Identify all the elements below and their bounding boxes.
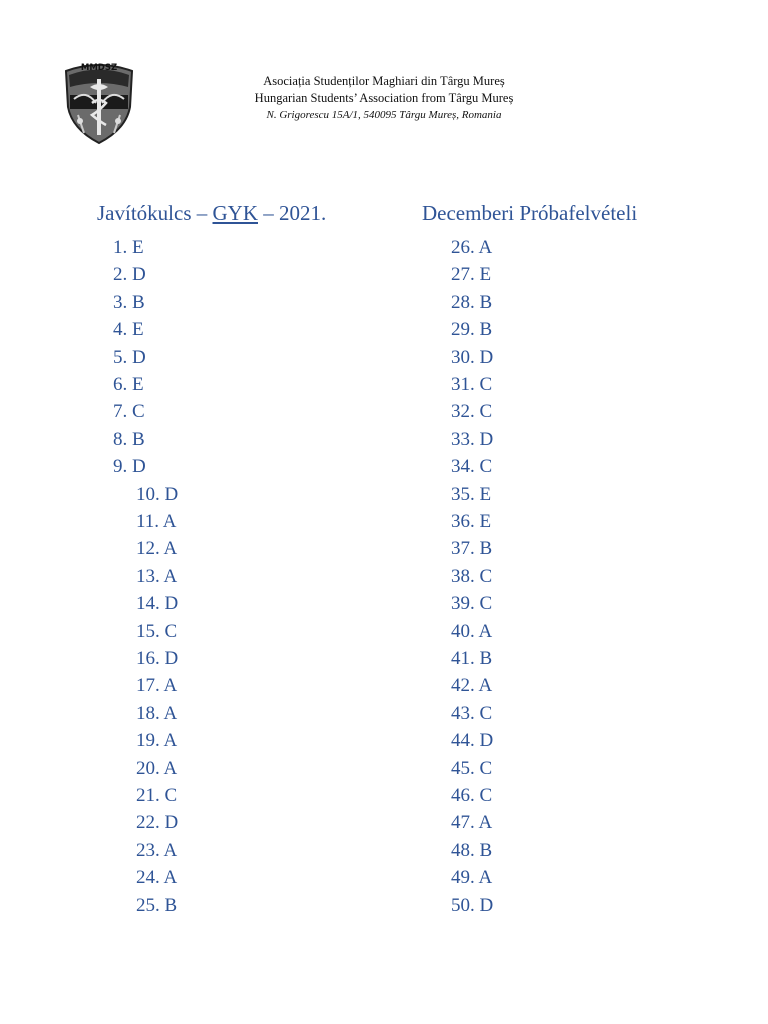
answer-letter: A [474,812,493,834]
right-column-answer [451,236,492,260]
question-number: 41. [451,648,475,669]
question-number: 33. [451,428,475,450]
question-number: 50. [451,894,475,916]
question-number: 38. [451,565,475,587]
right-column-answer [451,592,492,616]
left-column-answer [113,318,144,342]
question-number: 36. [451,511,475,532]
answer-letter: D [474,346,494,368]
answer-letter: B [474,291,493,313]
question-number: 29. [451,319,475,341]
right-column-answer [451,483,491,507]
right-column-answer [451,647,492,671]
question-number: 27. [451,264,475,286]
answer-letter: E [474,511,492,532]
right-column-answer [451,537,492,561]
answer-letter: C [474,456,493,478]
left-column-answer [113,400,145,424]
question-number: 3. [113,291,128,313]
answer-letter: B [474,648,493,669]
question-number: 28. [451,291,475,313]
answer-letter: A [474,620,493,642]
answer-letter: C [159,785,178,806]
answer-letter: B [127,428,145,450]
question-number: 47. [451,812,475,834]
answer-letter: E [127,319,144,341]
left-column-answer [136,510,176,534]
right-column-answer [451,620,492,644]
question-number: 7. [113,401,128,423]
answer-letter: A [159,675,178,697]
right-column-answer [451,702,492,726]
answer-letter: A [159,730,178,752]
question-number: 22. [136,812,160,834]
left-column-answer [136,592,178,616]
title-suffix: – 2021. [258,201,327,225]
answer-letter: C [474,401,493,423]
left-column-answer [136,894,177,918]
org-name-english: Hungarian Students’ Association from Târgu Mureș [254,91,514,105]
org-address: N. Grigorescu 15A/1, 540095 Târgu Mureș, Romania [266,109,502,121]
left-column-answer [136,811,178,835]
question-number: 19. [136,730,160,752]
right-column-answer [451,346,493,370]
answer-letter: A [159,565,178,587]
answer-letter: B [127,291,145,313]
answer-letter: D [127,346,146,368]
right-column-answer [451,373,492,397]
right-column-answer [451,784,492,808]
left-column-answer [136,620,177,644]
right-column-answer [451,866,492,890]
question-number: 21. [136,785,160,806]
question-number: 49. [451,867,475,889]
question-number: 10. [136,483,160,505]
question-number: 26. [451,237,475,258]
answer-letter: D [127,264,146,286]
question-number: 17. [136,675,160,697]
answer-letter: C [159,620,178,642]
question-number: 14. [136,593,160,615]
question-number: 44. [451,730,475,752]
question-number: 18. [136,702,160,724]
answer-letter: E [474,483,492,505]
left-column-answer [136,729,177,753]
right-column-answer [451,757,492,781]
answer-letter: C [474,702,493,724]
question-number: 13. [136,565,160,587]
left-column-answer [136,866,177,890]
right-column-answer [451,400,492,424]
right-column-answer [451,291,492,315]
question-number: 9. [113,456,128,478]
answer-letter: A [474,867,493,889]
answer-letter: A [474,237,493,258]
left-column-answer [136,757,177,781]
answer-letter: C [474,374,493,395]
answer-letter: E [474,264,492,286]
question-number: 43. [451,702,475,724]
question-number: 25. [136,894,160,916]
answer-letter: B [474,319,493,341]
question-number: 31. [451,374,475,395]
question-number: 4. [113,319,128,341]
left-column-answer [136,839,177,863]
left-column-answer [113,428,145,452]
question-number: 32. [451,401,475,423]
question-number: 11. [136,511,160,532]
answer-letter: E [127,374,144,395]
question-number: 48. [451,839,475,861]
right-column-answer [451,510,491,534]
question-number: 12. [136,538,160,560]
answer-letter: A [159,839,178,861]
question-number: 40. [451,620,475,642]
left-column-answer [136,784,177,808]
right-column-answer [451,565,492,589]
left-column-answer [136,537,177,561]
answer-letter: E [127,237,144,258]
question-number: 2. [113,264,128,286]
answer-letter: A [159,702,178,724]
answer-letter: A [159,867,178,889]
answer-letter: C [474,593,493,615]
right-column-answer [451,894,493,918]
answer-letter: A [159,511,177,532]
left-column-answer [136,565,177,589]
answer-letter: B [159,894,178,916]
answer-letter: A [474,675,493,697]
answer-letter: C [474,785,493,806]
right-column-answer [451,674,492,698]
answer-letter: D [159,812,179,834]
answer-letter: D [127,456,146,478]
question-number: 16. [136,648,160,669]
answer-letter: D [159,648,179,669]
right-column-answer [451,455,492,479]
question-number: 15. [136,620,160,642]
letterhead [200,73,568,124]
answer-letter: B [474,839,493,861]
answer-letter: D [474,730,494,752]
question-number: 37. [451,538,475,560]
right-column-answer [451,839,492,863]
logo-crest-icon [60,59,138,145]
question-number: 20. [136,757,160,779]
question-number: 5. [113,346,128,368]
question-number: 6. [113,374,128,395]
answer-letter: D [474,894,494,916]
left-column-answer [113,373,144,397]
left-column-answer [136,674,177,698]
question-number: 24. [136,867,160,889]
left-column-answer [113,346,146,370]
exam-title: Decemberi Próbafelvételi [422,201,638,225]
left-column-answer [113,455,146,479]
logo-text: MMDSZ [80,63,118,73]
org-name-romanian: Asociația Studenților Maghiari din Târgu Mureș [263,74,505,88]
answer-letter: C [474,565,493,587]
question-number: 39. [451,593,475,615]
question-number: 34. [451,456,475,478]
answer-letter: C [127,401,145,423]
answer-letter: D [474,428,494,450]
answer-letter: D [159,593,179,615]
answer-letter: A [159,538,178,560]
answer-key-title [97,201,326,226]
left-column-answer [136,647,178,671]
title-prefix: Javítókulcs – [97,201,213,225]
left-column-answer [113,263,146,287]
title-subject: GYK [212,201,258,225]
left-column-answer [136,483,178,507]
right-column-answer [451,263,491,287]
question-number: 35. [451,483,475,505]
question-number: 8. [113,428,128,450]
right-column-answer [451,811,492,835]
left-column-answer [113,236,144,260]
left-column-answer [136,702,177,726]
left-column-answer [113,291,145,315]
right-column-answer [451,318,492,342]
answer-letter: A [159,757,178,779]
question-number: 42. [451,675,475,697]
right-column-answer [451,428,493,452]
question-number: 30. [451,346,475,368]
organization-logo [60,59,138,145]
answer-letter: C [474,757,493,779]
answer-letter: B [474,538,493,560]
question-number: 46. [451,785,475,806]
answer-letter: D [159,483,179,505]
question-number: 45. [451,757,475,779]
question-number: 23. [136,839,160,861]
question-number: 1. [113,237,128,258]
right-column-answer [451,729,493,753]
